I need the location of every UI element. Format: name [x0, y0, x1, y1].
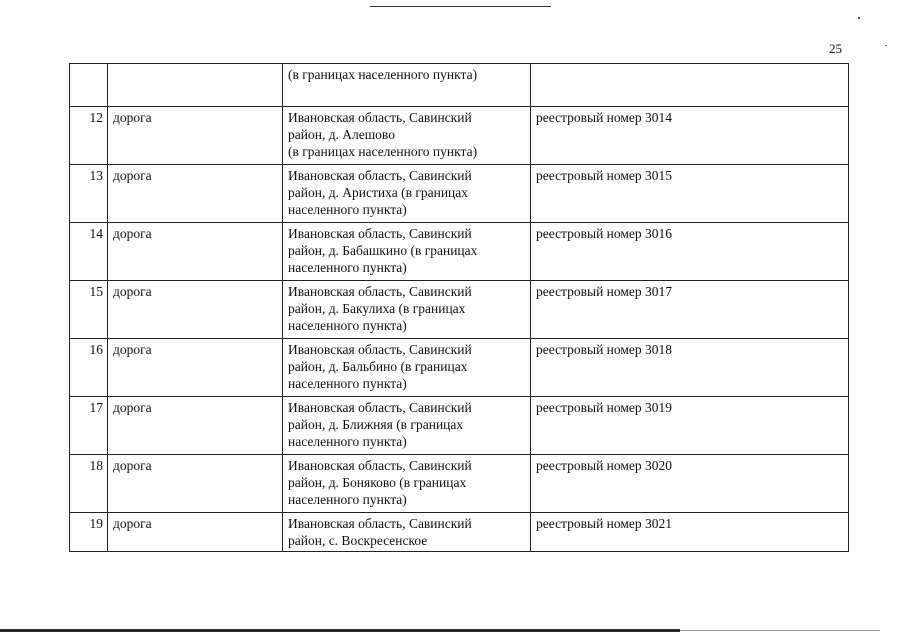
address-line: район, д. Бабашкино (в границах — [288, 243, 478, 258]
registry-cell: реестровый номер 3019 — [531, 397, 849, 455]
row-number-cell: 13 — [70, 165, 108, 223]
footer-rule-faint — [680, 630, 880, 631]
row-number-cell: 12 — [70, 107, 108, 165]
address-line: населенного пункта) — [288, 492, 407, 507]
address-line: Ивановская область, Савинский — [288, 400, 472, 415]
table-row — [70, 397, 849, 455]
object-type-cell: дорога — [108, 339, 283, 397]
address-line: (в границах населенного пункта) — [288, 144, 478, 159]
header-rule — [370, 6, 551, 7]
address-cell — [283, 223, 531, 281]
address-cell — [283, 281, 531, 339]
registry-table-body — [70, 64, 849, 552]
address-cell — [283, 165, 531, 223]
row-number-cell: 19 — [70, 513, 108, 552]
address-line: Ивановская область, Савинский — [288, 342, 472, 357]
row-number-cell: 17 — [70, 397, 108, 455]
address-line: район, с. Воскресенское — [288, 533, 428, 548]
address-line: район, д. Алешово — [288, 127, 395, 142]
row-number-cell: 18 — [70, 455, 108, 513]
object-type-cell: дорога — [108, 455, 283, 513]
address-cell — [283, 455, 531, 513]
address-cell — [283, 397, 531, 455]
address-cell: (в границах населенного пункта) — [283, 64, 531, 107]
object-type-cell: дорога — [108, 107, 283, 165]
address-line: населенного пункта) — [288, 376, 407, 391]
row-number-cell: 15 — [70, 281, 108, 339]
registry-cell: реестровый номер 3021 — [531, 513, 849, 552]
object-type-cell: дорога — [108, 165, 283, 223]
table-row — [70, 513, 849, 552]
address-line: Ивановская область, Савинский — [288, 226, 472, 241]
object-type-cell — [108, 64, 283, 107]
address-line: населенного пункта) — [288, 434, 407, 449]
table-row-continuation — [70, 64, 849, 107]
address-line: Ивановская область, Савинский — [288, 516, 472, 531]
address-line: Ивановская область, Савинский — [288, 458, 472, 473]
address-line: район, д. Ближняя (в границах — [288, 417, 464, 432]
address-line: населенного пункта) — [288, 318, 407, 333]
table-row — [70, 281, 849, 339]
table-row — [70, 223, 849, 281]
registry-cell — [531, 64, 849, 107]
registry-table — [69, 63, 849, 552]
object-type-cell: дорога — [108, 281, 283, 339]
registry-cell: реестровый номер 3015 — [531, 165, 849, 223]
address-line: населенного пункта) — [288, 260, 407, 275]
address-line: район, д. Аристиха (в границах — [288, 185, 469, 200]
row-number-cell: 16 — [70, 339, 108, 397]
address-line: Ивановская область, Савинский — [288, 284, 472, 299]
scan-speck — [885, 45, 887, 46]
address-line: Ивановская область, Савинский — [288, 168, 472, 183]
footer-rule — [0, 629, 680, 632]
address-line: район, д. Бальбино (в границах — [288, 359, 468, 374]
table-row — [70, 165, 849, 223]
scan-speck — [858, 17, 860, 19]
address-cell — [283, 107, 531, 165]
row-number-cell: 14 — [70, 223, 108, 281]
registry-cell: реестровый номер 3018 — [531, 339, 849, 397]
row-number-cell — [70, 64, 108, 107]
object-type-cell: дорога — [108, 397, 283, 455]
address-line: Ивановская область, Савинский — [288, 110, 472, 125]
address-cell — [283, 339, 531, 397]
address-line: район, д. Бакулиха (в границах — [288, 301, 466, 316]
table-row — [70, 455, 849, 513]
page-number: 25 — [829, 41, 842, 56]
address-cell — [283, 513, 531, 552]
registry-cell: реестровый номер 3014 — [531, 107, 849, 165]
address-line: район, д. Боняково (в границах — [288, 475, 467, 490]
table-row — [70, 339, 849, 397]
registry-cell: реестровый номер 3016 — [531, 223, 849, 281]
registry-cell: реестровый номер 3020 — [531, 455, 849, 513]
registry-cell: реестровый номер 3017 — [531, 281, 849, 339]
table-row — [70, 107, 849, 165]
object-type-cell: дорога — [108, 223, 283, 281]
object-type-cell: дорога — [108, 513, 283, 552]
address-line: населенного пункта) — [288, 202, 407, 217]
